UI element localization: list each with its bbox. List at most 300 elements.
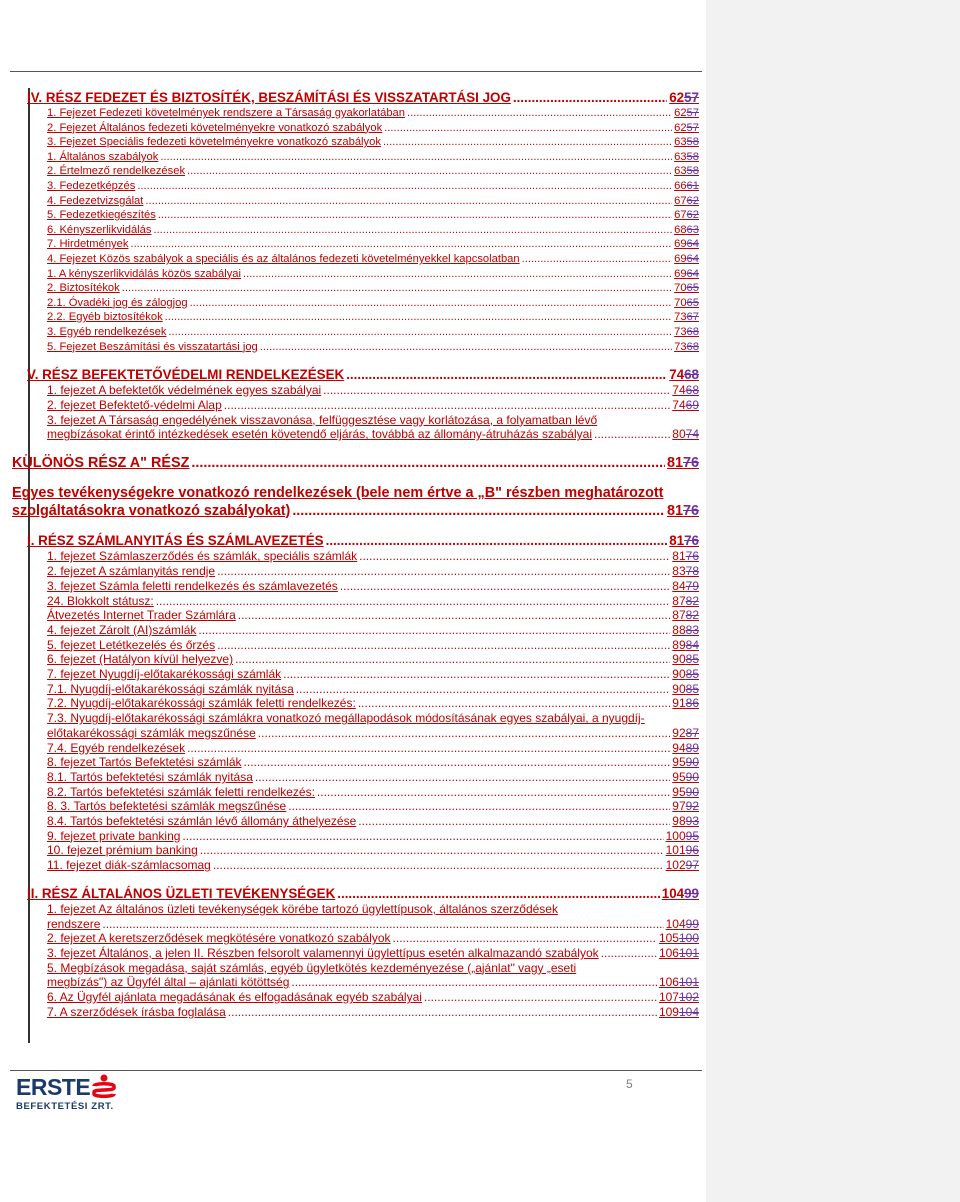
toc-leader-dots (594, 427, 670, 442)
toc-page-new: 67 (674, 194, 687, 207)
toc-entry[interactable] (47, 608, 699, 623)
toc-page-number (672, 579, 699, 594)
toc-entry[interactable] (47, 121, 699, 136)
toc-page-deleted: 68 (684, 367, 699, 383)
toc-entry-label: 10. fejezet prémium banking (47, 843, 198, 858)
toc-page-deleted: 65 (686, 296, 699, 309)
toc-entry[interactable] (47, 770, 699, 785)
toc-entry-label: 8. 3. Tartós befektetési számlák megszűnése (47, 799, 287, 814)
toc-entry-label: 3. Egyéb rendelkezések (47, 325, 167, 338)
toc-entry-label: 7.2. Nyugdíj-előtakarékossági számlák feletti rendelkezés: (47, 696, 356, 711)
toc-entry[interactable] (47, 755, 699, 770)
toc-page-new: 83 (672, 564, 686, 579)
toc-leader-dots (296, 682, 670, 697)
toc-entry[interactable] (47, 398, 699, 413)
toc-page-number (659, 946, 699, 961)
toc-entry-label: 8. fejezet Tartós Befektetési számlák (47, 755, 242, 770)
toc-page-number (672, 549, 699, 564)
toc-page-number (672, 741, 699, 756)
toc-entry-label: 1. fejezet A befektetők védelmének egyes szabályai (47, 383, 322, 398)
toc-page-new: 62 (674, 121, 687, 134)
toc-page-new: 81 (666, 454, 683, 471)
toc-entry[interactable] (27, 367, 699, 383)
toc-page-deleted: 95 (685, 828, 699, 843)
toc-page-new: 67 (674, 209, 687, 222)
toc-page-deleted: 64 (686, 267, 699, 280)
toc-entry-label: 4. Fedezetvizsgálat (47, 194, 144, 207)
toc-entry-label: 5. fejezet Letétkezelés és őrzés (47, 637, 216, 652)
toc-page-number (659, 931, 699, 946)
toc-page-number (674, 267, 699, 282)
toc-page-deleted: 63 (686, 223, 699, 236)
toc-entry-label: 1. Általános szabályok (47, 150, 159, 163)
toc-leader-dots (228, 1005, 657, 1020)
toc-page-deleted: 61 (686, 179, 699, 192)
toc-page-deleted: 68 (686, 340, 699, 353)
toc-entry[interactable] (47, 208, 699, 223)
page-number: 5 (626, 1077, 633, 1091)
toc-entry[interactable] (47, 413, 699, 442)
toc-page-number (674, 223, 699, 238)
toc-page-new: 80 (672, 427, 686, 442)
toc-leader-dots (326, 533, 668, 549)
toc-leader-dots (102, 917, 663, 932)
toc-leader-dots (187, 164, 672, 179)
toc-entry-label: II. RÉSZ ÁLTALÁNOS ÜZLETI TEVÉKENYSÉGEK (27, 885, 336, 901)
toc-page-new: 63 (674, 136, 687, 149)
toc-page-new: 97 (672, 799, 686, 814)
toc-page-deleted: 62 (686, 194, 699, 207)
toc-entry[interactable] (47, 549, 699, 564)
toc-leader-dots (153, 223, 672, 238)
toc-page-deleted: 96 (685, 843, 699, 858)
toc-page-deleted: 99 (685, 916, 699, 931)
toc-page-new: 91 (672, 696, 686, 711)
toc-leader-dots (323, 383, 670, 398)
toc-page-deleted: 85 (685, 652, 699, 667)
toc-page-new: 109 (658, 1004, 679, 1019)
toc-page-deleted: 101 (678, 975, 699, 990)
toc-page-deleted: 62 (686, 209, 699, 222)
toc-entry[interactable] (47, 564, 699, 579)
toc-entry-label: 6. Az Ügyfél ajánlata megadásának és elfogadásának egyéb szabályai (47, 990, 422, 1005)
erste-s-icon (92, 1074, 116, 1100)
toc-page-deleted: 92 (685, 799, 699, 814)
logo-subtitle: BEFEKTETÉSI ZRT. (16, 1101, 114, 1112)
toc-leader-dots (217, 638, 670, 653)
toc-leader-dots (235, 652, 670, 667)
toc-page-deleted: 90 (685, 755, 699, 770)
toc-page-new: 90 (672, 681, 686, 696)
toc-page-new: 90 (672, 652, 686, 667)
toc-page-new: 90 (672, 667, 686, 682)
toc-entry[interactable] (47, 623, 699, 638)
toc-page-new: 95 (672, 755, 686, 770)
toc-leader-dots (358, 696, 670, 711)
toc-entry[interactable] (47, 237, 699, 252)
toc-page-number (672, 638, 699, 653)
toc-entry-label: V. RÉSZ BEFEKTETŐVÉDELMI RENDELKEZÉSEK (27, 367, 345, 383)
toc-page-number (672, 770, 699, 785)
toc-leader-dots (217, 564, 670, 579)
toc-entry[interactable] (47, 267, 699, 282)
toc-page-number (669, 533, 699, 549)
toc-entry[interactable] (47, 179, 699, 194)
toc-entry-label: 2. Biztosítékok (47, 282, 120, 295)
toc-page-number (674, 252, 699, 267)
toc-page-new: 74 (672, 383, 686, 398)
toc-leader-dots (260, 340, 672, 355)
toc-page-number (674, 296, 699, 311)
toc-page-new: 101 (665, 843, 686, 858)
toc-entry[interactable] (47, 638, 699, 653)
toc-page-deleted: 64 (686, 238, 699, 251)
toc-entry-label: 8.4. Tartós befektetési számlán lévő állomány áthelyezése (47, 814, 357, 829)
toc-entry[interactable] (27, 533, 699, 549)
toc-page-number (672, 652, 699, 667)
toc-entry-label: 2.1. Óvadéki jog és zálogjog (47, 296, 188, 309)
toc-entry[interactable] (47, 711, 699, 740)
toc-page-number (672, 383, 699, 398)
toc-page-deleted: 64 (686, 252, 699, 265)
toc-leader-dots (522, 252, 672, 267)
toc-page-number (672, 726, 699, 741)
table-of-contents (12, 90, 699, 1020)
toc-entry-label: 2. Értelmező rendelkezések (47, 165, 186, 178)
toc-entry-label: 2. Fejezet Általános fedezeti követelményekre vonatkozó szabályok (47, 121, 383, 134)
toc-leader-dots (224, 398, 671, 413)
toc-leader-dots (190, 296, 673, 311)
toc-entry-label: 2.2. Egyéb biztosítékok (47, 311, 163, 324)
toc-page-deleted: 85 (685, 681, 699, 696)
toc-page-new: 92 (672, 725, 686, 740)
toc-page-number (674, 164, 699, 179)
toc-page-new: 63 (674, 150, 687, 163)
toc-page-number (672, 594, 699, 609)
toc-page-number (667, 503, 699, 521)
toc-entry[interactable] (47, 594, 699, 609)
erste-logo (16, 1074, 116, 1114)
toc-page-new: 62 (669, 90, 685, 105)
footer-rule (10, 1070, 702, 1071)
toc-leader-dots (358, 814, 670, 829)
toc-entry-label: előtakarékossági számlák megszűnése (47, 725, 256, 740)
toc-leader-dots (288, 799, 670, 814)
toc-entry[interactable] (47, 814, 699, 829)
toc-page-new: 66 (674, 179, 687, 192)
toc-page-new: 81 (672, 549, 686, 564)
toc-page-new: 69 (674, 238, 687, 251)
toc-entry[interactable] (47, 858, 699, 873)
toc-entry[interactable] (47, 252, 699, 267)
toc-page-new: 74 (669, 367, 685, 383)
toc-page-number (666, 843, 699, 858)
toc-entry-label: 2. fejezet Befektető-védelmi Alap (47, 397, 222, 412)
toc-page-deleted: 85 (685, 667, 699, 682)
toc-leader-dots (393, 931, 657, 946)
toc-page-deleted: 78 (685, 564, 699, 579)
toc-page-deleted: 76 (684, 533, 699, 549)
toc-entry[interactable] (47, 340, 699, 355)
toc-entry[interactable] (47, 990, 699, 1005)
toc-entry-label: 24. Blokkolt státusz: (47, 593, 154, 608)
toc-entry[interactable] (47, 383, 699, 398)
toc-page-deleted: 67 (686, 311, 699, 324)
toc-page-deleted: 57 (686, 107, 699, 119)
toc-page-number (666, 858, 699, 873)
toc-page-deleted: 89 (685, 740, 699, 755)
toc-entry-label: 5. Fejezet Beszámítási és visszatartási jog (47, 340, 258, 353)
toc-entry-label: 3. Fejezet Speciális fedezeti követelményekre vonatkozó szabályok (47, 136, 381, 149)
toc-entry-label-line: Egyes tevékenységekre vonatkozó rendelkezések (bele nem értve a „B" részben meghatározott (12, 485, 664, 502)
toc-entry[interactable] (47, 164, 699, 179)
toc-entry-label: 11. fejezet diák-számlacsomag (47, 858, 211, 873)
toc-page-number (672, 755, 699, 770)
toc-entry-label: 8.1. Tartós befektetési számlák nyitása (47, 769, 253, 784)
toc-leader-dots (213, 858, 664, 873)
toc-page-deleted: 68 (685, 383, 699, 398)
toc-leader-dots (384, 121, 672, 136)
toc-page-deleted: 76 (685, 549, 699, 564)
toc-entry[interactable] (47, 1005, 699, 1020)
toc-page-deleted: 90 (685, 769, 699, 784)
toc-page-deleted: 74 (685, 427, 699, 442)
toc-leader-dots (156, 594, 671, 609)
toc-page-new: 102 (665, 858, 686, 873)
toc-leader-dots (292, 503, 665, 521)
toc-entry-label: 3. Fedezetképzés (47, 179, 136, 192)
toc-page-deleted: 97 (685, 858, 699, 873)
toc-page-deleted: 65 (686, 282, 699, 295)
toc-page-new: 105 (658, 931, 679, 946)
toc-page-deleted: 68 (686, 325, 699, 338)
toc-page-deleted: 58 (686, 150, 699, 163)
toc-page-number (672, 427, 699, 442)
toc-entry-label-line: 3. fejezet A Társaság engedélyének visszavonása, felfüggesztése vagy korlátozása, a folyamatban lévő (47, 412, 598, 427)
toc-leader-dots (424, 990, 657, 1005)
toc-entry-label: 7.1. Nyugdíj-előtakarékossági számlák nyitása (47, 681, 294, 696)
toc-page-number (672, 682, 699, 697)
toc-page-new: 70 (674, 282, 687, 295)
toc-entry[interactable] (47, 785, 699, 800)
toc-entry[interactable] (47, 696, 699, 711)
toc-page-new: 104 (661, 885, 685, 901)
toc-leader-dots (317, 785, 670, 800)
toc-entry-label-line: 1. fejezet Az általános üzleti tevékenységek körébe tartozó ügylettípusok, általános szerződések (47, 901, 558, 916)
toc-leader-dots (168, 325, 672, 340)
toc-leader-dots (243, 267, 672, 282)
toc-entry[interactable] (47, 961, 699, 990)
toc-entry[interactable] (47, 223, 699, 238)
toc-page-new: 69 (674, 252, 687, 265)
toc-page-deleted: 84 (685, 637, 699, 652)
toc-page-number (672, 623, 699, 638)
toc-page-deleted: 100 (678, 931, 699, 946)
toc-page-new: 63 (674, 165, 687, 178)
toc-page-number (669, 90, 699, 106)
toc-page-number (672, 608, 699, 623)
toc-entry-label: I. RÉSZ SZÁMLANYITÁS ÉS SZÁMLAVEZETÉS (27, 533, 324, 549)
toc-entry[interactable] (47, 325, 699, 340)
toc-page-number (674, 340, 699, 355)
toc-page-new: 95 (672, 784, 686, 799)
toc-leader-dots (383, 135, 672, 150)
toc-page-deleted: 82 (685, 593, 699, 608)
toc-page-deleted: 57 (684, 90, 699, 105)
toc-entry[interactable] (47, 150, 699, 165)
toc-page-new: 98 (672, 814, 686, 829)
toc-entry-label: megbízásokat érintő intézkedések esetén követendő eljárás, továbbá az állomány-átruházás szabályai (47, 427, 592, 442)
toc-entry-label: 7. A szerződések írásba foglalása (47, 1004, 226, 1019)
toc-page-number (674, 179, 699, 194)
toc-page-number (672, 696, 699, 711)
toc-entry[interactable] (47, 135, 699, 150)
toc-page-new: 89 (672, 637, 686, 652)
toc-leader-dots (291, 975, 657, 990)
toc-entry-label: 4. Fejezet Közös szabályok a speciális és az általános fedezeti követelményekkel kapcsolatban (47, 252, 520, 265)
toc-page-deleted: 58 (686, 136, 699, 149)
toc-leader-dots (238, 608, 671, 623)
toc-leader-dots (165, 310, 672, 325)
toc-entry-label-line: 7.3. Nyugdíj-előtakarékossági számlákra vonatkozó megállapodások módosításának egyes szabályai, a nyugdíj- (47, 711, 645, 726)
toc-entry-label: 2. fejezet A számlanyitás rendje (47, 564, 216, 579)
toc-page-deleted: 76 (682, 454, 699, 471)
toc-page-new: 84 (672, 578, 686, 593)
comment-margin-pane (706, 0, 960, 1202)
toc-entry-label: 3. fejezet Általános, a jelen II. Részben felsorolt valamennyi ügylettípus esetén alkalmazandó szabályok (47, 945, 599, 960)
toc-entry[interactable] (47, 931, 699, 946)
toc-entry-label: 1. A kényszerlikvidálás közös szabályai (47, 267, 242, 280)
toc-entry[interactable] (47, 652, 699, 667)
toc-page-new: 88 (672, 622, 686, 637)
toc-entry-label: szolgáltatásokra vonatkozó szabályokat) (12, 502, 291, 519)
toc-page-number (674, 121, 699, 136)
toc-page-number (667, 455, 699, 473)
toc-page-number (666, 829, 699, 844)
toc-page-deleted: 90 (685, 784, 699, 799)
toc-page-number (666, 917, 699, 932)
toc-entry[interactable] (47, 799, 699, 814)
toc-leader-dots (122, 281, 672, 296)
toc-page-new: 62 (674, 107, 687, 119)
toc-leader-dots (130, 237, 672, 252)
toc-entry-label: IV. RÉSZ FEDEZET ÉS BIZTOSÍTÉK, BESZÁMÍTÁSI ÉS VISSZATARTÁSI JOG (27, 90, 511, 105)
toc-entry[interactable] (47, 902, 699, 931)
toc-entry[interactable] (27, 886, 699, 902)
toc-page-deleted: 102 (678, 990, 699, 1005)
toc-page-new: 107 (658, 990, 679, 1005)
toc-page-new: 69 (674, 267, 687, 280)
toc-page-number (672, 785, 699, 800)
logo-wordmark: ERSTE (16, 1074, 91, 1100)
toc-page-number (672, 398, 699, 413)
toc-leader-dots (182, 829, 663, 844)
toc-entry[interactable] (27, 90, 699, 106)
toc-page-number (674, 237, 699, 252)
toc-page-new: 73 (674, 311, 687, 324)
toc-entry[interactable] (47, 741, 699, 756)
toc-leader-dots (244, 755, 671, 770)
toc-page-deleted: 99 (684, 885, 699, 901)
toc-entry-label: 5. Fedezetkiegészítés (47, 209, 156, 222)
toc-entry-label: Átvezetés Internet Trader Számlára (47, 608, 236, 623)
toc-entry[interactable] (47, 296, 699, 311)
toc-page-new: 81 (669, 533, 685, 549)
toc-entry[interactable] (47, 281, 699, 296)
toc-entry[interactable] (47, 682, 699, 697)
toc-entry-label: 2. fejezet A keretszerződések megkötésére vonatkozó szabályok (47, 931, 391, 946)
toc-page-deleted: 101 (678, 945, 699, 960)
toc-leader-dots (191, 455, 665, 473)
toc-page-new: 106 (658, 945, 679, 960)
toc-leader-dots (187, 741, 670, 756)
toc-page-number (674, 208, 699, 223)
toc-entry-label: 6. fejezet (Hatályon kívül helyezve) (47, 652, 234, 667)
toc-page-number (672, 667, 699, 682)
toc-entry[interactable] (47, 194, 699, 209)
toc-page-number (674, 281, 699, 296)
toc-page-number (659, 975, 699, 990)
toc-page-number (674, 135, 699, 150)
toc-entry[interactable] (47, 667, 699, 682)
toc-leader-dots (258, 726, 671, 741)
toc-entry-label: 6. Kényszerlikvidálás (47, 223, 152, 236)
toc-page-number (674, 310, 699, 325)
toc-leader-dots (145, 194, 672, 209)
header-rule (10, 71, 702, 72)
toc-entry-label-line: 5. Megbízások megadása, saját számlás, egyéb ügyletkötés kezdeményezése („ajánlat" vagy „eseti (47, 960, 577, 975)
toc-entry-label: 1. Fejezet Fedezeti követelmények rendszere a Társaság gyakorlatában (47, 107, 405, 119)
toc-page-number (662, 886, 699, 902)
toc-page-number (674, 194, 699, 209)
toc-entry[interactable] (47, 310, 699, 325)
toc-entry-label: megbízás") az Ügyfél által – ajánlati kötöttség (47, 975, 290, 990)
toc-leader-dots (340, 579, 670, 594)
toc-entry-label: KÜLÖNÖS RÉSZ A" RÉSZ (12, 454, 190, 471)
toc-page-deleted: 58 (686, 165, 699, 178)
toc-page-number (672, 814, 699, 829)
toc-entry-label: 7. fejezet Nyugdíj-előtakarékossági számlák (47, 667, 282, 682)
toc-entry[interactable] (47, 829, 699, 844)
toc-page-new: 94 (672, 740, 686, 755)
toc-page-new: 74 (672, 397, 686, 412)
toc-entry[interactable] (12, 485, 699, 520)
toc-page-deleted: 83 (685, 622, 699, 637)
toc-page-deleted: 57 (686, 121, 699, 134)
toc-entry-label: 7.4. Egyéb rendelkezések (47, 740, 186, 755)
toc-page-new: 100 (665, 828, 686, 843)
toc-page-deleted: 79 (685, 578, 699, 593)
toc-leader-dots (137, 179, 672, 194)
toc-page-deleted: 76 (682, 502, 699, 519)
toc-page-number (659, 1005, 699, 1020)
toc-page-new: 70 (674, 296, 687, 309)
toc-entry[interactable] (47, 946, 699, 961)
toc-leader-dots (513, 90, 667, 106)
toc-entry[interactable] (47, 843, 699, 858)
toc-entry[interactable] (47, 579, 699, 594)
toc-page-deleted: 104 (678, 1004, 699, 1019)
toc-page-new: 73 (674, 340, 687, 353)
toc-entry-label: 1. fejezet Számlaszerződés és számlák, speciális számlák (47, 549, 358, 564)
toc-page-number (674, 325, 699, 340)
toc-page-deleted: 87 (685, 725, 699, 740)
toc-entry[interactable] (12, 455, 699, 473)
toc-page-new: 87 (672, 608, 686, 623)
toc-entry[interactable] (47, 106, 699, 121)
toc-leader-dots (283, 667, 670, 682)
toc-leader-dots (255, 770, 670, 785)
